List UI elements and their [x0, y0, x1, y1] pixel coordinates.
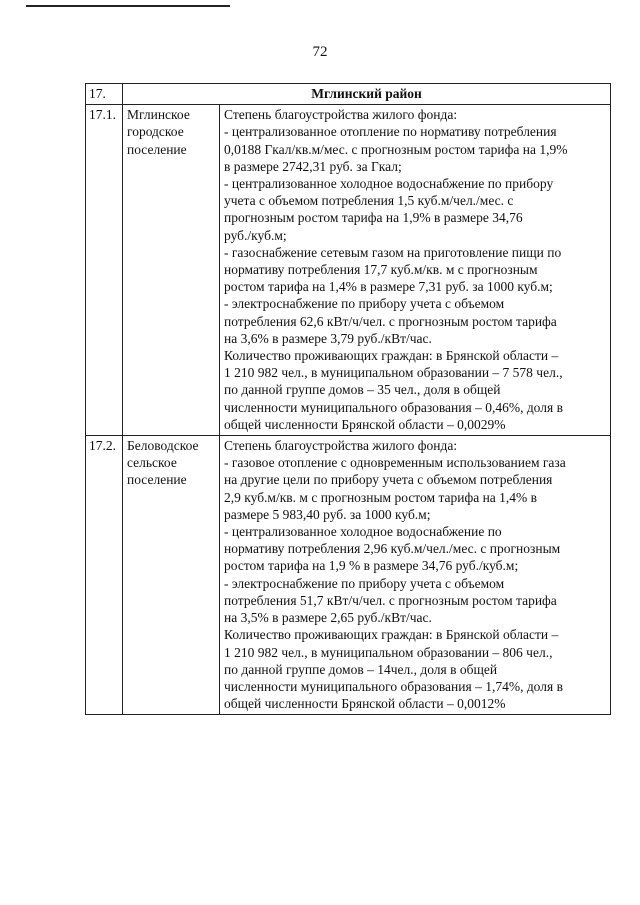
description-line: по данной группе домов – 14чел., доля в общей [224, 661, 498, 677]
description-line: Количество проживающих граждан: в Брянской области – [224, 627, 559, 643]
description-line: руб./куб.м; [224, 227, 287, 243]
description-line: на другие цели по прибору учета с объемом потребления [224, 472, 553, 488]
description-line: общей численности Брянской области – 0,0029% [224, 416, 506, 432]
description-line: прогнозным ростом тарифа на 1,9% в размере 34,76 [224, 210, 523, 226]
top-rule [26, 5, 230, 7]
description-line: 1 210 982 чел., в муниципальном образовании – 7 578 чел., [224, 365, 563, 381]
row-number: 17.2. [86, 436, 123, 715]
description-cell [220, 436, 611, 715]
settlement-line: поселение [127, 472, 187, 488]
settlement-line: сельское [127, 455, 177, 471]
description-line: размере 5 983,40 руб. за 1000 куб.м; [224, 506, 431, 522]
housing-table [85, 83, 611, 715]
description-line: - газоснабжение сетевым газом на приготовление пищи по [224, 244, 562, 260]
description-line: Степень благоустройства жилого фонда: [224, 107, 458, 123]
settlement-line: поселение [127, 141, 187, 157]
settlement-name [123, 436, 220, 715]
description-line: 2,9 куб.м/кв. м с прогнозным ростом тарифа на 1,4% в [224, 489, 538, 505]
settlement-line: Мглинское [127, 107, 190, 123]
description-line: - газовое отопление с одновременным использованием газа [224, 455, 566, 471]
description-line: ростом тарифа на 1,4% в размере 7,31 руб. за 1000 куб.м; [224, 279, 553, 295]
description-line: численности муниципального образования – 1,74%, доля в [224, 678, 563, 694]
description-line: - электроснабжение по прибору учета с объемом [224, 296, 505, 312]
settlement-line: Беловодское [127, 438, 199, 454]
table-row [86, 105, 611, 436]
description-line: Степень благоустройства жилого фонда: [224, 438, 458, 454]
description-line: нормативу потребления 2,96 куб.м/чел./мес. с прогнозным [224, 541, 561, 557]
section-header-row [86, 84, 611, 105]
description-line: численности муниципального образования – 0,46%, доля в [224, 399, 563, 415]
description-line: 1 210 982 чел., в муниципальном образовании – 806 чел., [224, 644, 553, 660]
settlement-name [123, 105, 220, 436]
section-number: 17. [86, 84, 123, 105]
description-line: - централизованное отопление по нормативу потребления [224, 124, 557, 140]
description-line: нормативу потребления 17,7 куб.м/кв. м с прогнозным [224, 262, 538, 278]
description-line: в размере 2742,31 руб. за Гкал; [224, 158, 402, 174]
description-line: учета с объемом потребления 1,5 куб.м/чел./мес. с [224, 193, 514, 209]
settlement-line: городское [127, 124, 184, 140]
description-line: - централизованное холодное водоснабжение по [224, 524, 502, 540]
description-line: на 3,6% в размере 3,79 руб./кВт/час. [224, 330, 432, 346]
description-line: общей численности Брянской области – 0,0012% [224, 696, 506, 712]
description-line: - централизованное холодное водоснабжение по прибору [224, 176, 554, 192]
description-line: ростом тарифа на 1,9 % в размере 34,76 руб./куб.м; [224, 558, 519, 574]
description-line: Количество проживающих граждан: в Брянской области – [224, 348, 559, 364]
description-line: потребления 62,6 кВт/ч/чел. с прогнозным ростом тарифа [224, 313, 557, 329]
description-line: по данной группе домов – 35 чел., доля в общей [224, 382, 501, 398]
row-number: 17.1. [86, 105, 123, 436]
description-cell [220, 105, 611, 436]
table-row [86, 436, 611, 715]
description-line: 0,0188 Гкал/кв.м/мес. с прогнозным ростом тарифа на 1,9% [224, 141, 568, 157]
page-number: 72 [312, 44, 328, 60]
description-line: потребления 51,7 кВт/ч/чел. с прогнозным ростом тарифа [224, 592, 557, 608]
description-line: на 3,5% в размере 2,65 руб./кВт/час. [224, 610, 432, 626]
section-title: Мглинский район [123, 84, 611, 105]
description-line: - электроснабжение по прибору учета с объемом [224, 575, 505, 591]
